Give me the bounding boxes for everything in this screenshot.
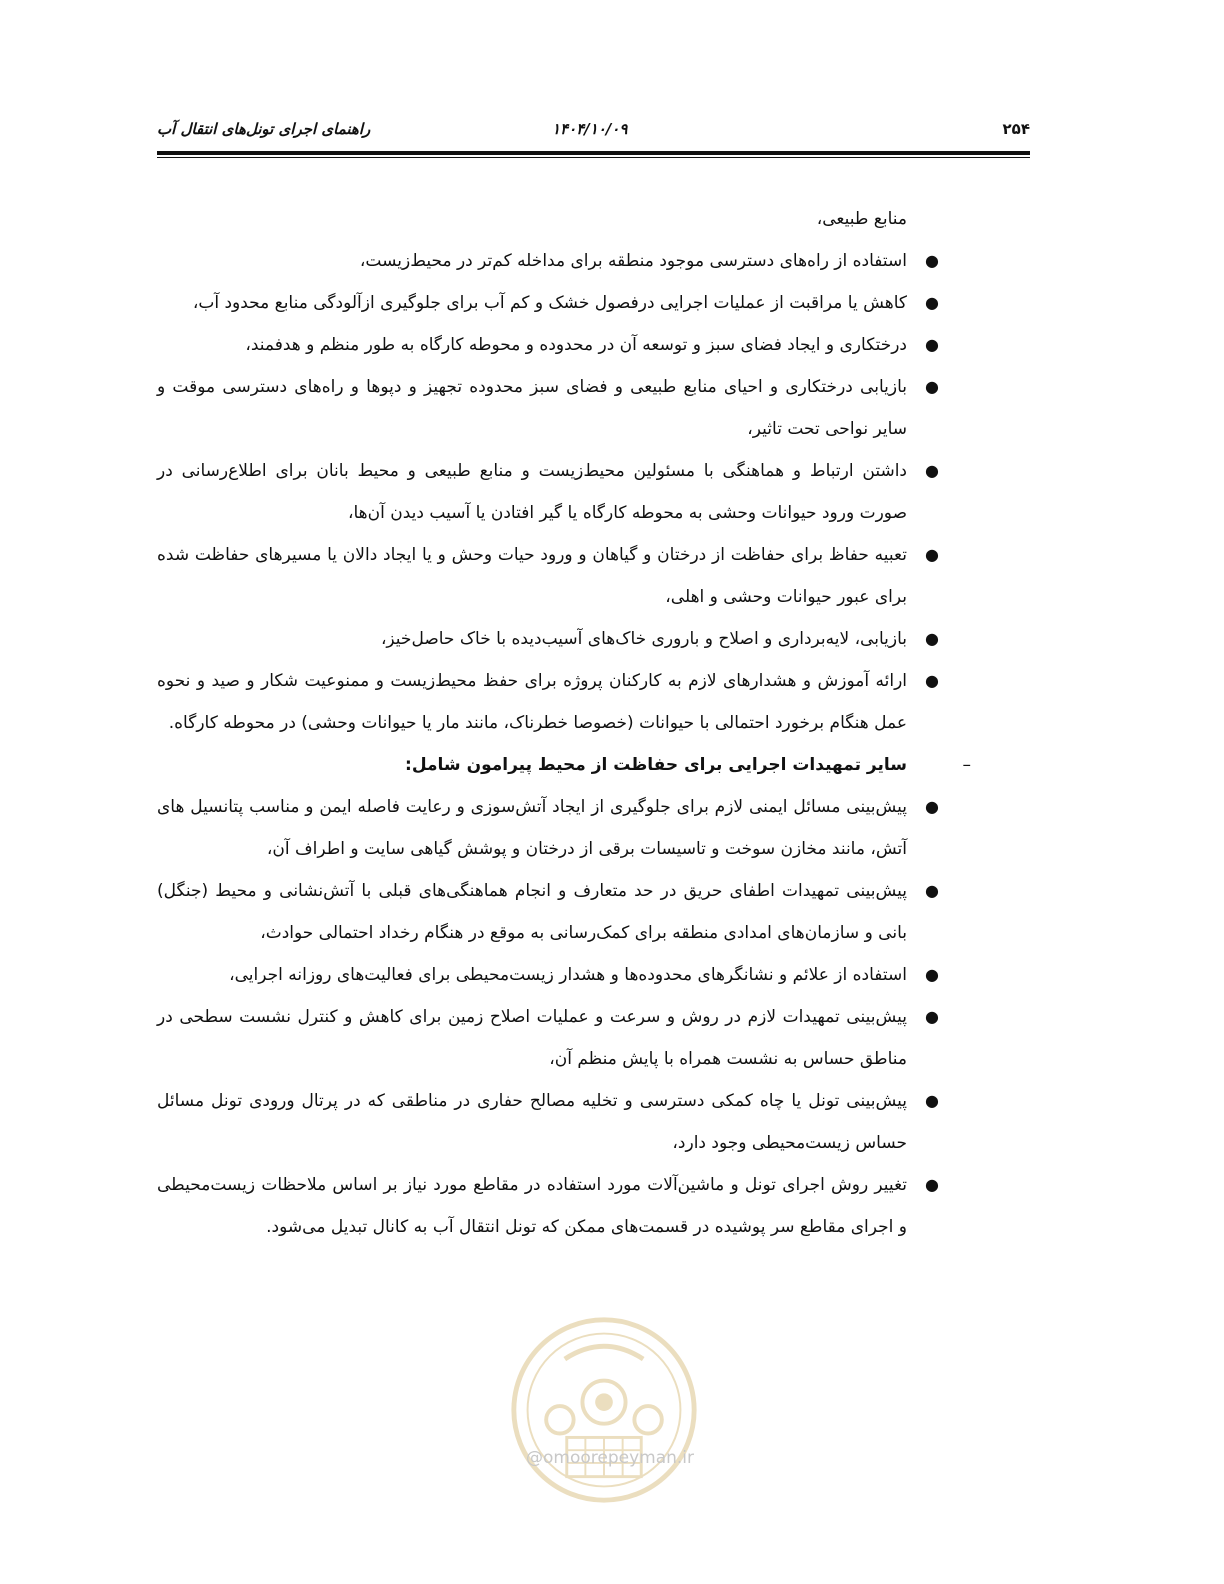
watermark-text: @omoorepeyman.ir — [525, 1448, 695, 1468]
header-rule-thick — [157, 151, 1030, 155]
list-item-text: ارائه آموزش و هشدارهای لازم به کارکنان پروژه برای حفظ محیط‌زیست و ممنوعیت شکار و صید و نحوه عمل هنگام برخورد احتمالی با حیوانات (خصوصا خطرناک، مانند مار یا حیوانات وحشی) در محوطه کارگاه. — [157, 671, 907, 733]
list-item — [157, 786, 947, 870]
bullet-icon: ● — [925, 797, 939, 816]
dash-marker: – — [962, 755, 971, 775]
list-item-text: کاهش یا مراقبت از عملیات اجرایی درفصول خشک و کم آب برای جلوگیری ازآلودگی منابع محدود آب، — [192, 293, 907, 313]
section-heading-text: سایر تمهیدات اجرایی برای حفاظت از محیط پیرامون شامل: — [405, 755, 907, 775]
section-heading — [157, 744, 971, 786]
list-item — [157, 618, 947, 660]
list-item — [157, 534, 947, 618]
running-header — [157, 120, 1030, 148]
page-body — [157, 198, 971, 1248]
bullet-icon: ● — [925, 1175, 939, 1194]
bullet-icon: ● — [925, 377, 939, 396]
list-item-text: پیش‌بینی مسائل ایمنی لازم برای جلوگیری از ایجاد آتش‌سوزی و رعایت فاصله ایمن و مناسب پتانسیل های آتش، مانند مخازن سوخت و تاسیسات برقی از درختان و پوشش گیاهی سایت و اطراف آن، — [157, 797, 907, 859]
bullet-list-one — [157, 240, 947, 744]
list-item — [157, 366, 947, 450]
bullet-icon: ● — [925, 293, 939, 312]
list-item — [157, 282, 947, 324]
list-item-text: پیش‌بینی تمهیدات لازم در روش و سرعت و عملیات اصلاح زمین برای کاهش و کنترل نشست سطحی در مناطق حساس به نشست همراه با پایش منظم آن، — [157, 1007, 907, 1069]
list-item-text: پیش‌بینی تمهیدات اطفای حریق در حد متعارف و انجام هماهنگی‌های قبلی با آتش‌نشانی و محیط (جنگل) بانی و سازمان‌های امدادی منطقه برای کمک‌رسانی به موقع در هنگام رخداد احتمالی حوادث، — [157, 881, 907, 943]
list-item-text: تغییر روش اجرای تونل و ماشین‌آلات مورد استفاده در مقاطع مورد نیاز بر اساس ملاحظات زیست‌محیطی و اجرای مقاطع سر پوشیده در قسمت‌های ممکن که تونل انتقال آب به کانال تبدیل می‌شود. — [157, 1175, 907, 1237]
list-item — [157, 1164, 947, 1248]
list-item-text: داشتن ارتباط و هماهنگی با مسئولین محیط‌زیست و منابع طبیعی و محیط بانان برای اطلاع‌رسانی در صورت ورود حیوانات وحشی به محوطه کارگاه یا گیر افتادن یا آسیب دیدن آن‌ها، — [157, 461, 907, 523]
list-item — [157, 1080, 947, 1164]
list-item — [157, 240, 947, 282]
bullet-icon: ● — [925, 881, 939, 900]
bullet-icon: ● — [925, 1091, 939, 1110]
bullet-icon: ● — [925, 335, 939, 354]
list-item-text: تعبیه حفاظ برای حفاظت از درختان و گیاهان و ورود حیات وحش و یا ایجاد دالان یا مسیرهای حفاظت شده برای عبور حیوانات وحشی و اهلی، — [157, 545, 907, 607]
list-item-text: بازیابی درختکاری و احیای منابع طبیعی و فضای سبز محدوده تجهیز و دپوها و راه‌های دسترسی موقت و سایر نواحی تحت تاثیر، — [157, 377, 907, 439]
bullet-icon: ● — [925, 671, 939, 690]
list-item-text: پیش‌بینی تونل یا چاه کمکی دسترسی و تخلیه مصالح حفاری در مناطقی که در پرتال ورودی تونل مسائل حساس زیست‌محیطی وجود دارد، — [157, 1091, 907, 1153]
page-number: ۲۵۴ — [1002, 120, 1030, 138]
bullet-icon: ● — [925, 461, 939, 480]
list-item-text: استفاده از راه‌های دسترسی موجود منطقه برای مداخله کم‌تر در محیط‌زیست، — [359, 251, 907, 271]
header-rule-thin — [157, 157, 1030, 158]
list-item — [157, 870, 947, 954]
bullet-icon: ● — [925, 1007, 939, 1026]
list-item — [157, 996, 947, 1080]
list-item-text: درختکاری و ایجاد فضای سبز و توسعه آن در محدوده و محوطه کارگاه به طور منظم و هدفمند، — [245, 335, 907, 355]
bullet-icon: ● — [925, 545, 939, 564]
header-title: راهنمای اجرای تونل‌های انتقال آب — [157, 120, 371, 138]
list-item — [157, 450, 947, 534]
list-item-text: استفاده از علائم و نشانگرهای محدوده‌ها و هشدار زیست‌محیطی برای فعالیت‌های روزانه اجرایی، — [229, 965, 907, 985]
bullet-icon: ● — [925, 251, 939, 270]
list-item — [157, 324, 947, 366]
header-date: ۱۴۰۴/۱۰/۰۹ — [552, 120, 628, 138]
bullet-icon: ● — [925, 629, 939, 648]
list-item — [157, 954, 947, 996]
bullet-icon: ● — [925, 965, 939, 984]
list-item — [157, 660, 947, 744]
list-item-text: بازیابی، لایه‌برداری و اصلاح و باروری خاک‌های آسیب‌دیده با خاک حاصل‌خیز، — [380, 629, 907, 649]
stamp-logo-icon — [506, 1312, 702, 1508]
bullet-list-two — [157, 786, 947, 1248]
intro-fragment: منابع طبیعی، — [816, 209, 907, 229]
